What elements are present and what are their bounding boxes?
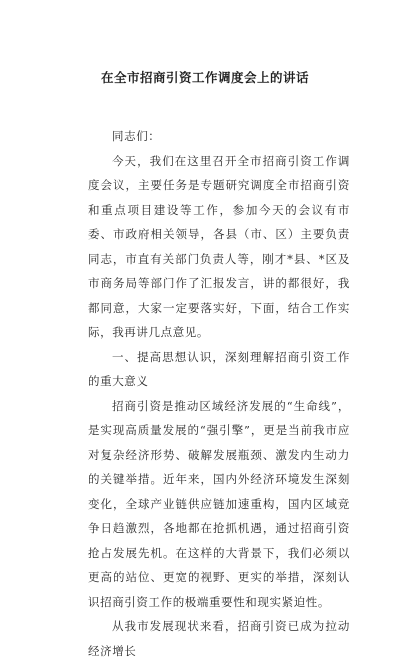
document-body — [88, 124, 350, 663]
salutation: 同志们： — [112, 129, 161, 143]
paragraph-current-status: 从我市发展现状来看，招商引资已成为拉动经济增长 — [88, 619, 350, 658]
paragraph-opening: 今天，我们在这里召开全市招商引资工作调度会议，主要任务是专题研究调度全市招商引资和重点项目建设等工作，参加今天的会议有市委、市政府相关领导，各县（市、区）主要负责同志，市直有关部门负责人等，刚才*县、*区及市商务局等部门作了汇报发言，讲的都很好，我都同意，大家一定要落实好，下面，结合工作实际，我再讲几点意见。 — [88, 153, 350, 339]
document-title: 在全市招商引资工作调度会上的讲话 — [100, 70, 309, 85]
section-heading-1: 一、提高思想认识，深刻理解招商引资工作的重大意义 — [88, 349, 350, 388]
paragraph-significance: 招商引资是推动区域经济发展的“生命线”，是实现高质量发展的“强引擎”，更是当前我市应对复杂经济形势、破解发展瓶颈、激发内生动力的关键举措。近年来，国内外经济环境发生深刻变化，全球产业链供应链加速重构，国内区域竞争日趋激烈，各地都在抢抓机遇，通过招商引资抢占发展先机。在这样的大背景下，我们必须以更高的站位、更宽的视野、更实的举措，深刻认识招商引资工作的极端重要性和现实紧迫性。 — [88, 398, 350, 609]
